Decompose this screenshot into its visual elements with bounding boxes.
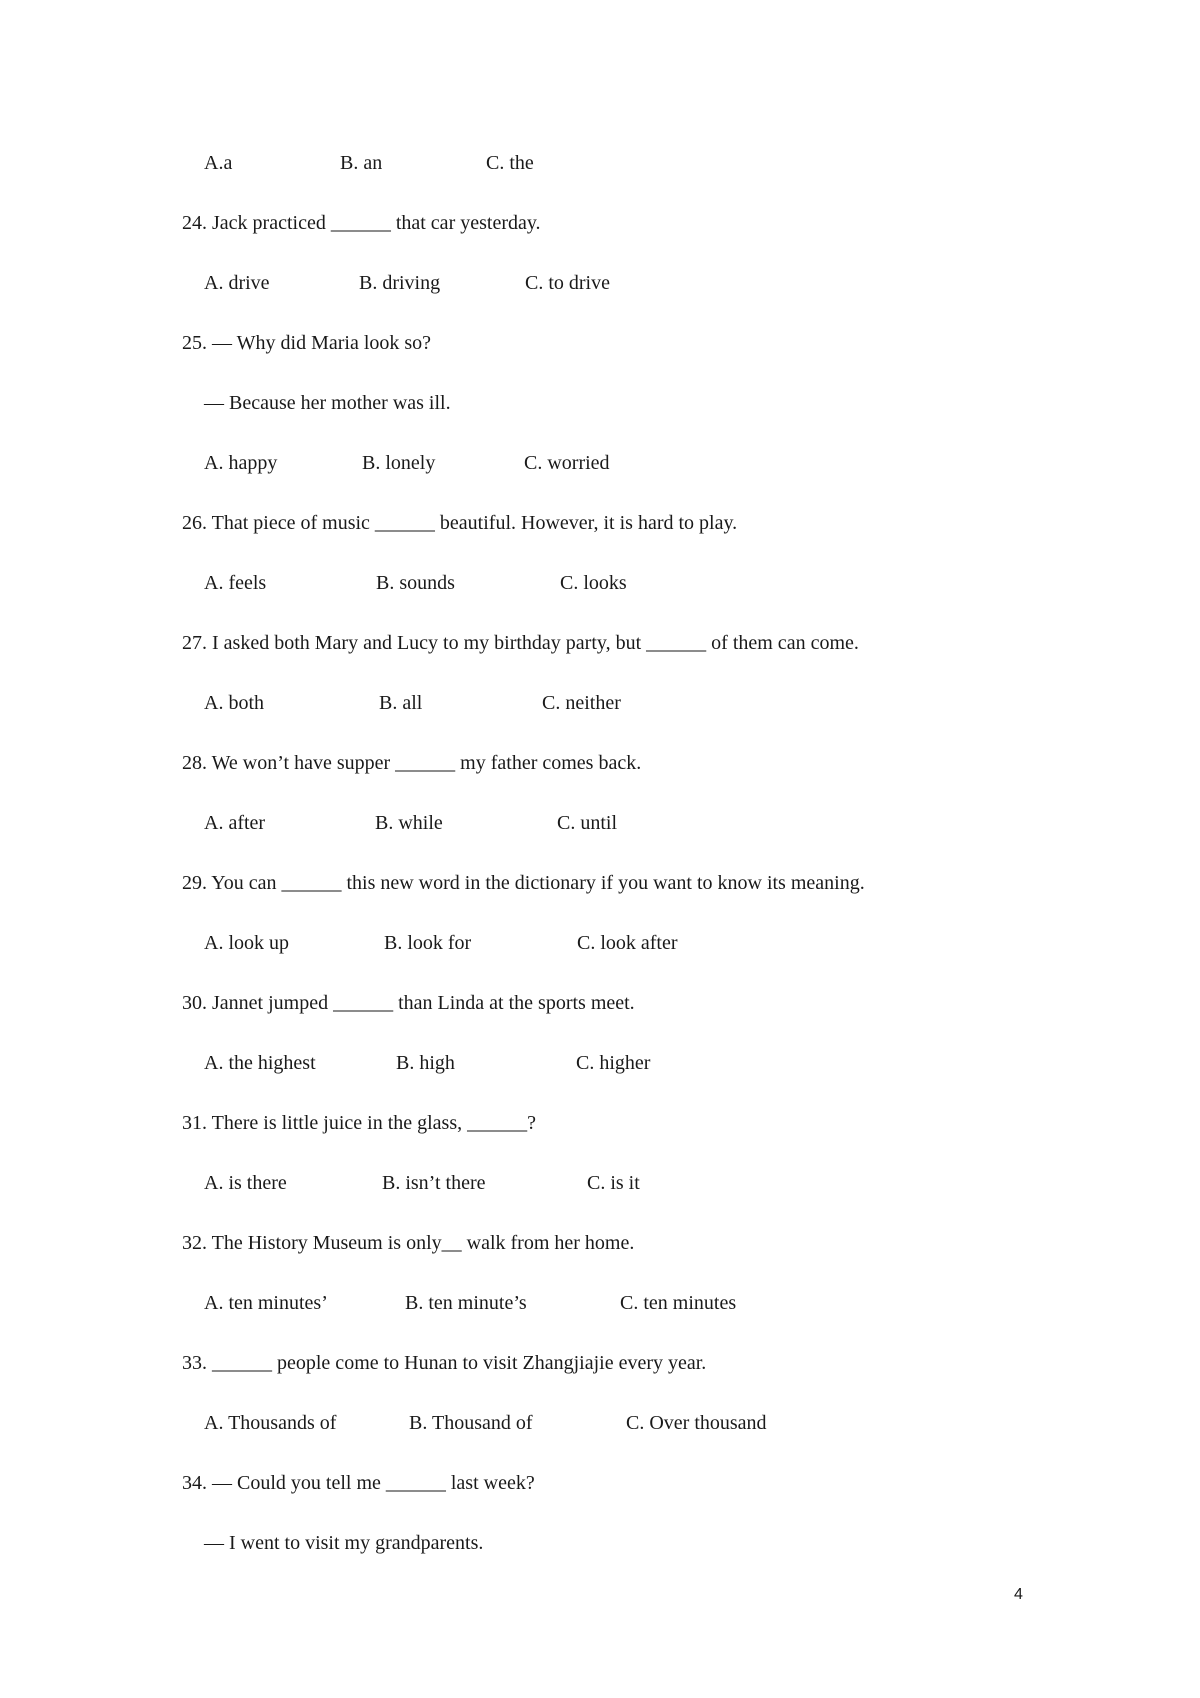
q32-stem: 32. The History Museum is only__ walk from her home. [182, 1232, 635, 1254]
q34-stem: 34. — Could you tell me ______ last week? [182, 1472, 535, 1494]
q27-options [0, 688, 621, 718]
q24-option-c[interactable]: C. to drive [525, 272, 610, 294]
q33-options [0, 1408, 767, 1438]
q27-option-b[interactable]: B. all [379, 692, 423, 714]
q26-option-b[interactable]: B. sounds [376, 572, 455, 594]
page-number: 4 [1014, 1586, 1023, 1603]
q23-options [0, 148, 534, 178]
q28-options [0, 808, 618, 838]
q23-option-c[interactable]: C. the [486, 152, 534, 174]
q27-option-c[interactable]: C. neither [542, 692, 621, 714]
q31-option-a[interactable]: A. is there [204, 1172, 287, 1194]
q26-option-c[interactable]: C. looks [560, 572, 627, 594]
q26-stem: 26. That piece of music ______ beautiful. However, it is hard to play. [182, 512, 738, 534]
q29-stem: 29. You can ______ this new word in the dictionary if you want to know its meaning. [182, 872, 865, 894]
q31-options [0, 1168, 640, 1198]
q23-option-b[interactable]: B. an [340, 152, 383, 174]
q24-option-a[interactable]: A. drive [204, 272, 270, 294]
q28-option-b[interactable]: B. while [375, 812, 443, 834]
q29-options [0, 928, 678, 958]
q23-option-a[interactable]: A.a [204, 152, 233, 174]
q33-option-b[interactable]: B. Thousand of [409, 1412, 533, 1434]
q26-options [0, 568, 627, 598]
q28-stem: 28. We won’t have supper ______ my father comes back. [182, 752, 642, 774]
q32-option-b[interactable]: B. ten minute’s [405, 1292, 527, 1314]
q31-stem: 31. There is little juice in the glass, ______? [182, 1112, 537, 1134]
q32-option-c[interactable]: C. ten minutes [620, 1292, 737, 1314]
q30-option-a[interactable]: A. the highest [204, 1052, 316, 1074]
q25-stem: 25. — Why did Maria look so? [182, 332, 432, 354]
q25-option-a[interactable]: A. happy [204, 452, 278, 474]
q30-option-c[interactable]: C. higher [576, 1052, 651, 1074]
q27-stem: 27. I asked both Mary and Lucy to my birthday party, but ______ of them can come. [182, 632, 859, 654]
q33-stem: 33. ______ people come to Hunan to visit Zhangjiajie every year. [182, 1352, 707, 1374]
q33-option-a[interactable]: A. Thousands of [204, 1412, 337, 1434]
q29-option-c[interactable]: C. look after [577, 932, 678, 954]
q32-options [0, 1288, 737, 1318]
q29-option-a[interactable]: A. look up [204, 932, 289, 954]
q28-option-a[interactable]: A. after [204, 812, 266, 834]
q25-option-b[interactable]: B. lonely [362, 452, 436, 474]
q31-option-c[interactable]: C. is it [587, 1172, 640, 1194]
q33-option-c[interactable]: C. Over thousand [626, 1412, 767, 1434]
q34-reply: — I went to visit my grandparents. [204, 1532, 484, 1554]
q26-option-a[interactable]: A. feels [204, 572, 267, 594]
q24-option-b[interactable]: B. driving [359, 272, 441, 294]
q30-option-b[interactable]: B. high [396, 1052, 455, 1074]
q25-option-c[interactable]: C. worried [524, 452, 610, 474]
q27-option-a[interactable]: A. both [204, 692, 264, 714]
q31-option-b[interactable]: B. isn’t there [382, 1172, 486, 1194]
q25-options [0, 448, 610, 478]
q30-stem: 30. Jannet jumped ______ than Linda at the sports meet. [182, 992, 635, 1014]
q25-reply: — Because her mother was ill. [204, 392, 451, 414]
q24-stem: 24. Jack practiced ______ that car yesterday. [182, 212, 541, 234]
q29-option-b[interactable]: B. look for [384, 932, 472, 954]
q24-options [0, 268, 610, 298]
q30-options [0, 1048, 651, 1078]
q32-option-a[interactable]: A. ten minutes’ [204, 1292, 328, 1314]
q28-option-c[interactable]: C. until [557, 812, 618, 834]
